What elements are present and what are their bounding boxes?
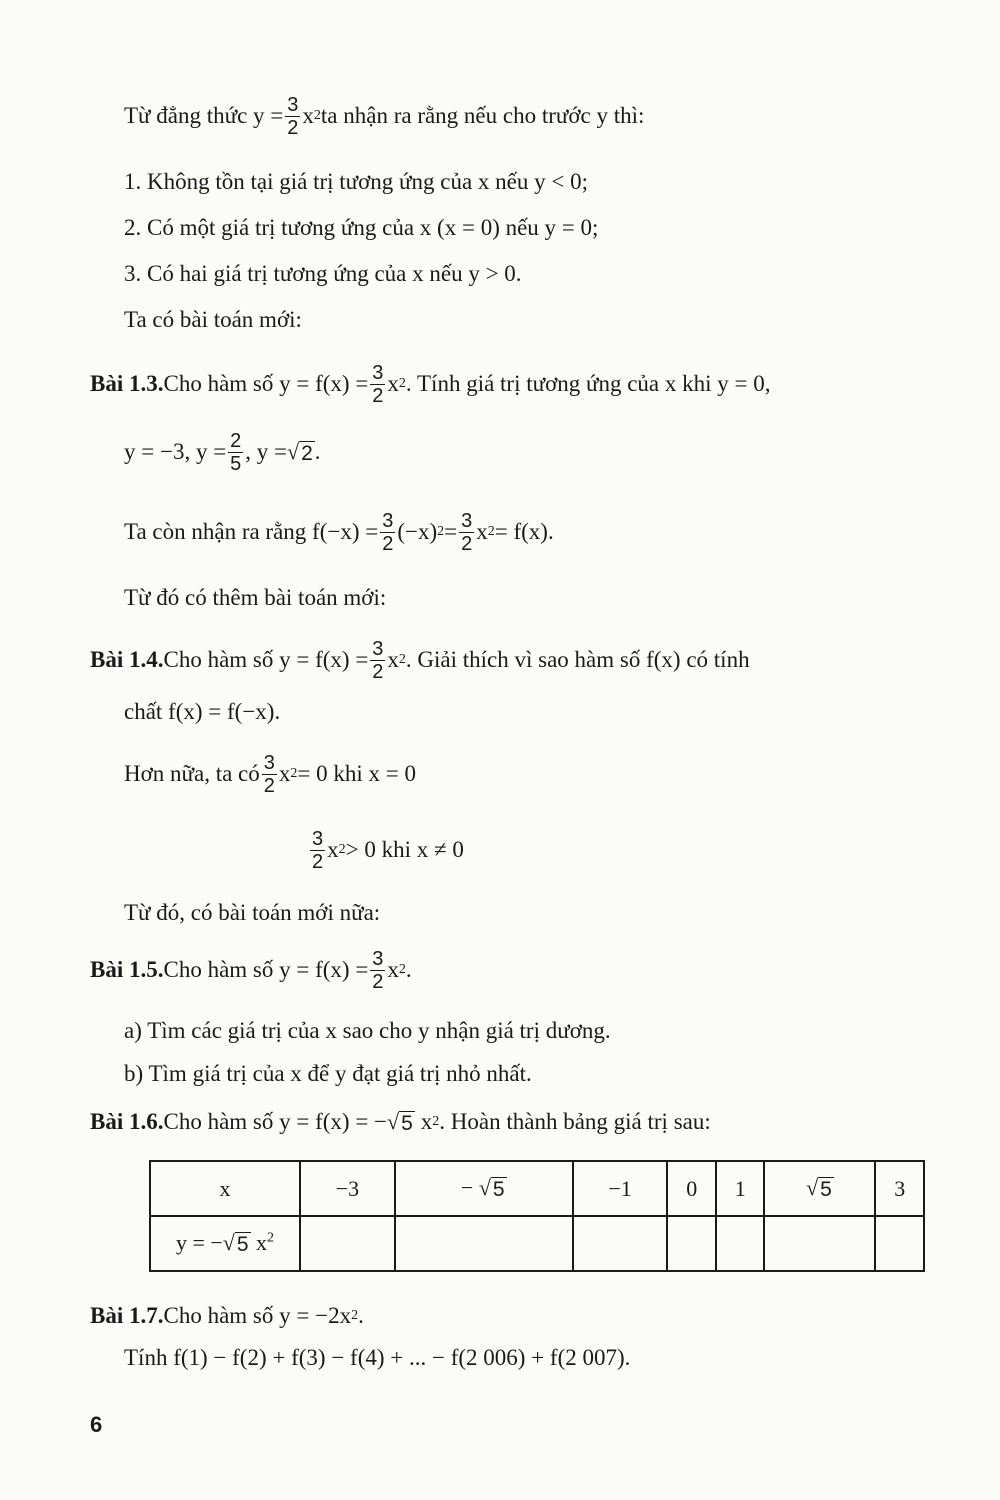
fraction xyxy=(370,948,385,993)
numerator: 2 xyxy=(230,429,242,452)
denominator: 2 xyxy=(372,660,384,683)
text-span: b) Tìm giá trị của x để y đạt giá trị nhỏ nhất. xyxy=(124,1061,532,1086)
list-item-3 xyxy=(124,254,522,294)
problem-1-5: Bài 1.5. Cho hàm số y = f(x) = $\frac{3}{2}$ x 2 . xyxy=(90,947,412,993)
text-span: . Hoàn thành bảng giá trị sau: xyxy=(439,1109,711,1134)
denominator: 2 xyxy=(312,850,324,873)
text-span: y = −3, y = xyxy=(124,439,227,464)
new-problem-intro xyxy=(124,300,302,340)
numerator: 3 xyxy=(263,751,275,774)
text-span: Tính f(1) − f(2) + f(3) − f(4) + ... − f(2 006) + f(2 007). xyxy=(124,1345,631,1370)
text-span: . xyxy=(314,439,321,464)
problem-label: Bài 1.4. xyxy=(90,647,164,672)
text-span: . Giải thích vì sao hàm số f(x) có tính xyxy=(405,647,750,672)
denominator: 2 xyxy=(263,774,275,797)
radicand: 5 xyxy=(492,1178,505,1201)
problem-1-6: Bài 1.6. Cho hàm số y = f(x) = − √ 5 x 2 . Hoàn thành bảng giá trị sau: xyxy=(90,1108,711,1135)
table-cell: 3 xyxy=(875,1161,924,1216)
denominator: 5 xyxy=(230,452,242,475)
positivity-line-1: Hơn nữa, ta có $\frac{3}{2}$ x 2 = 0 khi x = 0 xyxy=(124,751,416,797)
radical-sign: √ xyxy=(806,1175,819,1200)
problem-label: Bài 1.7. xyxy=(90,1303,164,1328)
table-input-cell[interactable] xyxy=(300,1216,395,1271)
list-item-1 xyxy=(124,162,588,202)
page-number: 6 xyxy=(90,1412,103,1437)
problem-1-5-b xyxy=(124,1054,532,1094)
denominator: 2 xyxy=(382,532,394,555)
problem-label: Bài 1.3. xyxy=(90,371,164,396)
variable: x xyxy=(387,647,399,672)
variable: x xyxy=(420,1109,433,1134)
problem-1-3-cont xyxy=(124,429,321,475)
text-span: = f(x). xyxy=(494,519,554,544)
fraction xyxy=(310,828,325,873)
denominator: 2 xyxy=(461,532,473,555)
problem-1-3: Bài 1.3. Cho hàm số y = f(x) = $\frac{3}{2}$ x 2 . Tính giá trị tương ứng của x khi y = 0, xyxy=(90,361,771,407)
table-input-cell[interactable] xyxy=(875,1216,924,1271)
text-span: (−x) xyxy=(397,519,438,544)
text-span: = 0 khi x = 0 xyxy=(297,761,416,786)
variable: x xyxy=(327,837,339,862)
table-header-y xyxy=(150,1216,300,1271)
fraction xyxy=(459,510,474,555)
table-cell xyxy=(395,1161,573,1216)
more-problems-intro xyxy=(124,578,386,618)
problem-1-7: Bài 1.7. Cho hàm số y = −2x 2 . xyxy=(90,1303,364,1328)
numerator: 3 xyxy=(312,827,324,850)
table-header-x: x xyxy=(150,1161,300,1216)
table-cell: 1 xyxy=(716,1161,764,1216)
square-root xyxy=(287,439,315,466)
text-span: Hơn nữa, ta có xyxy=(124,761,260,786)
radical-sign: √ xyxy=(478,1175,491,1200)
text-span: 2. Có một giá trị tương ứng của x (x = 0) nếu y = 0; xyxy=(124,215,599,240)
radical-sign: √ xyxy=(222,1230,235,1255)
problem-label: Bài 1.5. xyxy=(90,957,164,982)
table-input-cell[interactable] xyxy=(573,1216,668,1271)
fraction xyxy=(380,510,395,555)
text-span: Cho hàm số y = f(x) = xyxy=(163,371,369,396)
fraction xyxy=(370,638,385,683)
fraction xyxy=(285,94,300,139)
value-table xyxy=(149,1160,925,1272)
exponent: 2 xyxy=(267,1230,275,1246)
denominator: 2 xyxy=(372,970,384,993)
radical-sign: √ xyxy=(387,1108,400,1134)
table-row-y xyxy=(150,1216,924,1271)
table-cell xyxy=(764,1161,875,1216)
variable: x xyxy=(250,1230,268,1255)
table-input-cell[interactable] xyxy=(764,1216,875,1271)
fraction xyxy=(370,362,385,407)
problem-1-4: Bài 1.4. Cho hàm số y = f(x) = $\frac{3}{2}$ x 2 . Giải thích vì sao hàm số f(x) có tính xyxy=(90,637,750,683)
table-cell: −3 xyxy=(300,1161,395,1216)
more-problems-intro-2 xyxy=(124,893,380,933)
positivity-line-2: $\frac{3}{2}$ x 2 > 0 khi x ≠ 0 xyxy=(312,827,464,873)
list-item-2 xyxy=(124,208,598,248)
intro-line: Từ đẳng thức y = $\frac{3}{2}$ x 2 ta nhận ra rằng nếu cho trước y thì: xyxy=(124,93,645,139)
variable: x xyxy=(278,761,291,786)
radicand: 5 xyxy=(401,1111,413,1135)
square-root xyxy=(387,1109,415,1136)
problem-1-7-cont xyxy=(124,1338,630,1378)
square-root xyxy=(806,1175,834,1202)
numerator: 3 xyxy=(287,93,299,116)
text-span: = xyxy=(444,519,458,544)
text-span: chất f(x) = f(−x). xyxy=(124,699,281,724)
table-cell: −1 xyxy=(573,1161,668,1216)
table-cell: 0 xyxy=(667,1161,715,1216)
problem-label: Bài 1.6. xyxy=(90,1109,164,1134)
text-span: . xyxy=(405,957,412,982)
text-span: Từ đó, có bài toán mới nữa: xyxy=(124,900,381,925)
text-span: ta nhận ra rằng nếu cho trước y thì: xyxy=(320,103,645,128)
text-span: a) Tìm các giá trị của x sao cho y nhận giá trị dương. xyxy=(124,1018,611,1043)
problem-1-5-a xyxy=(124,1011,611,1051)
text-span: Từ đẳng thức y = xyxy=(124,103,284,128)
radicand: 5 xyxy=(820,1178,832,1201)
table-row-x xyxy=(150,1161,924,1216)
radical-sign: √ xyxy=(287,438,300,464)
text-span: Cho hàm số y = −2x xyxy=(163,1303,352,1328)
variable: x xyxy=(476,519,488,544)
numerator: 3 xyxy=(372,947,384,970)
radicand: 2 xyxy=(301,441,313,465)
text-span: Cho hàm số y = f(x) = xyxy=(163,647,369,672)
text-span: Ta có bài toán mới: xyxy=(124,307,302,332)
numerator: 3 xyxy=(461,509,473,532)
variable: x xyxy=(302,103,314,128)
text-span: . xyxy=(358,1303,364,1328)
text-span: 1. Không tồn tại giá trị tương ứng của x nếu y < 0; xyxy=(124,169,588,194)
symmetry-note: Ta còn nhận ra rằng f(−x) = $\frac{3}{2}$ (−x) 2 = $\frac{3}{2}$ x 2 = f(x). xyxy=(124,509,554,555)
problem-1-4-cont xyxy=(124,692,280,732)
numerator: 3 xyxy=(382,509,394,532)
variable: x xyxy=(387,957,399,982)
table-input-cell[interactable] xyxy=(716,1216,764,1271)
denominator: 2 xyxy=(372,384,384,407)
variable: x xyxy=(387,371,399,396)
minus-sign: − xyxy=(460,1175,474,1200)
square-root xyxy=(223,1230,251,1257)
numerator: 3 xyxy=(372,637,384,660)
text-span: > 0 khi x ≠ 0 xyxy=(345,837,464,862)
fraction xyxy=(262,752,277,797)
text-span: Cho hàm số y = f(x) = − xyxy=(163,1109,388,1134)
radicand: 5 xyxy=(236,1233,249,1256)
text-span: , y = xyxy=(245,439,288,464)
fraction xyxy=(228,430,243,475)
text-span: Từ đó có thêm bài toán mới: xyxy=(124,585,387,610)
text-span: y = − xyxy=(175,1230,223,1255)
text-span: Cho hàm số y = f(x) = xyxy=(163,957,369,982)
numerator: 3 xyxy=(372,361,384,384)
square-root xyxy=(479,1175,507,1202)
denominator: 2 xyxy=(287,116,299,139)
table-input-cell[interactable] xyxy=(395,1216,573,1271)
text-span: . Tính giá trị tương ứng của x khi y = 0, xyxy=(405,371,771,396)
text-span: Ta còn nhận ra rằng f(−x) = xyxy=(124,519,379,544)
table-input-cell[interactable] xyxy=(667,1216,715,1271)
text-span: 3. Có hai giá trị tương ứng của x nếu y > 0. xyxy=(124,261,522,286)
